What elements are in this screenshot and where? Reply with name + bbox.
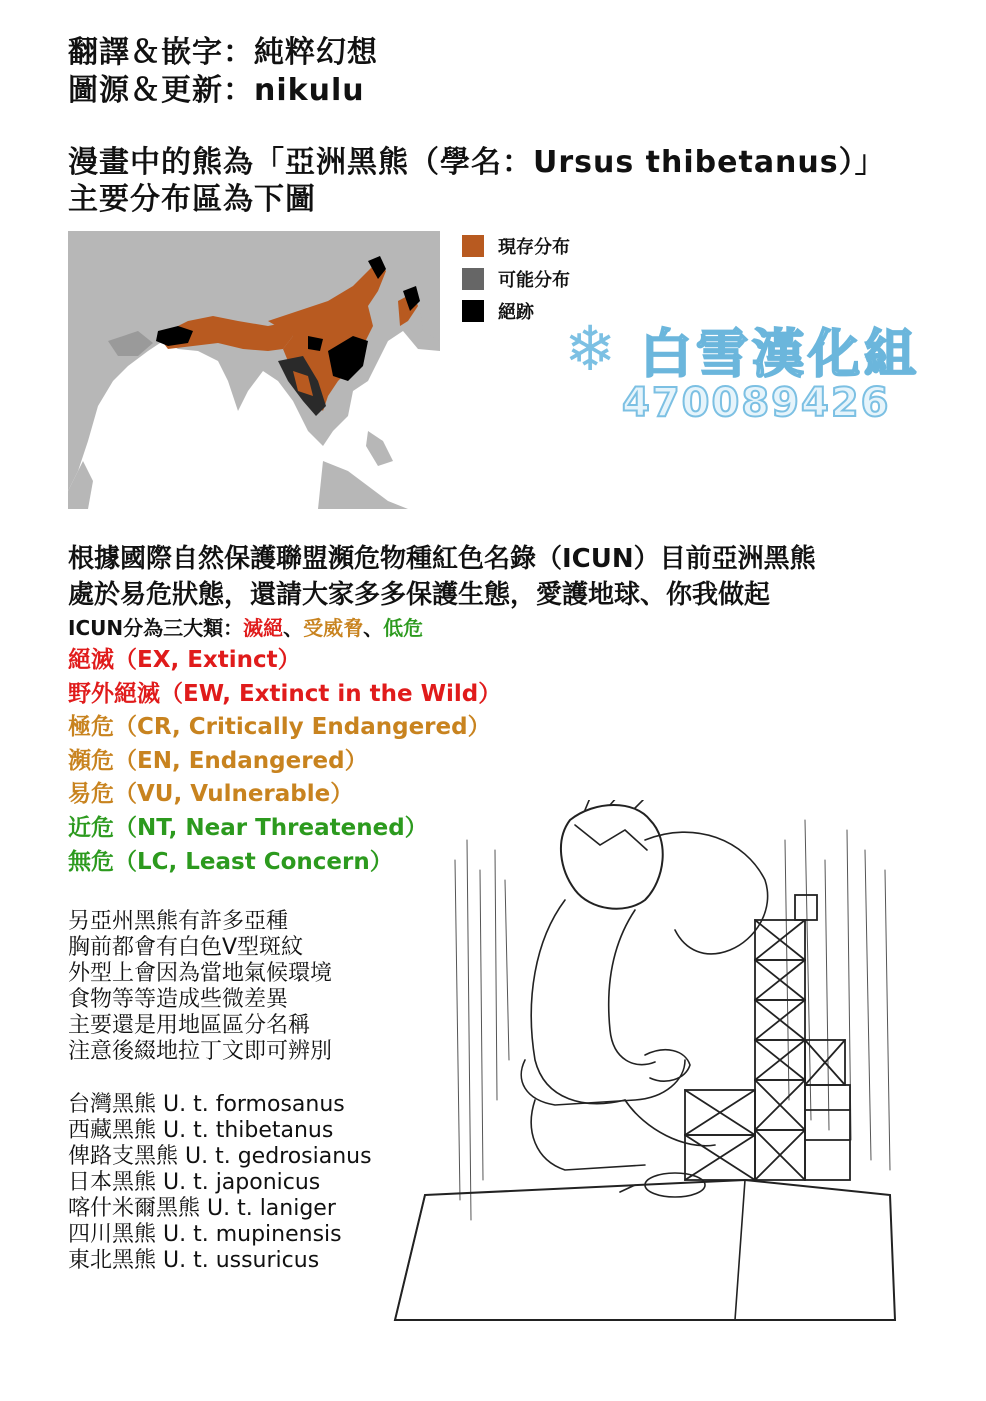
class-low-risk: 低危 — [383, 616, 424, 640]
subspecies-item: 四川黑熊 U. t. mupinensis — [68, 1222, 342, 1247]
legend-swatch-possible — [462, 268, 484, 290]
subspecies-item: 東北黑熊 U. t. ussuricus — [68, 1248, 320, 1273]
subspecies-item: 俾路支黑熊 U. t. gedrosianus — [68, 1144, 372, 1169]
legend-item-extinct — [462, 299, 534, 323]
class-threatened: 受威脅 — [303, 616, 364, 640]
legend-item-possible — [462, 267, 570, 291]
legend-label-current: 現存分布 — [498, 237, 570, 258]
class-separator: 、 — [363, 616, 384, 640]
note-line: 外型上會因為當地氣候環境 — [68, 961, 333, 986]
category-item: 無危（LC, Least Concern） — [68, 848, 393, 875]
class-separator: 、 — [283, 616, 304, 640]
distribution-map-graphic — [68, 231, 440, 509]
conservation-line-2: 處於易危狀態，還請大家多多保護生態，愛護地球、你我做起 — [68, 580, 771, 610]
sketch-illustration — [385, 800, 905, 1325]
category-item: 瀕危（EN, Endangered） — [68, 747, 368, 774]
note-line: 食物等等造成些微差異 — [68, 987, 289, 1012]
category-item: 野外絕滅（EW, Extinct in the Wild） — [68, 680, 502, 707]
category-item: 近危（NT, Near Threatened） — [68, 814, 428, 841]
subspecies-item: 西藏黑熊 U. t. thibetanus — [68, 1118, 334, 1143]
subspecies-item: 日本黑熊 U. t. japonicus — [68, 1170, 321, 1195]
note-line: 主要還是用地區區分名稱 — [68, 1013, 311, 1038]
distribution-map — [68, 231, 440, 509]
subspecies-notes — [68, 909, 332, 1065]
category-item: 極危（CR, Critically Endangered） — [68, 714, 491, 741]
note-line: 注意後綴地拉丁文即可辨別 — [68, 1039, 333, 1064]
legend-item-current — [462, 234, 570, 258]
watermark-title: 白雪漢化組 — [640, 325, 921, 385]
scanlation-watermark — [560, 302, 920, 432]
subspecies-list — [68, 1092, 372, 1274]
watermark-number: 470089426 — [622, 380, 891, 426]
category-item: 易危（VU, Vulnerable） — [68, 781, 354, 808]
legend-label-extinct: 絕跡 — [498, 302, 534, 323]
category-item: 絕滅（EX, Extinct） — [68, 647, 301, 673]
snowflake-icon: ❄ — [564, 312, 616, 385]
note-line: 另亞州黑熊有許多亞種 — [68, 909, 289, 934]
icun-classes-prefix: ICUN分為三大類： — [68, 616, 244, 640]
subspecies-item: 喀什米爾黑熊 U. t. laniger — [68, 1196, 336, 1221]
intro-line-2: 主要分布區為下圖 — [68, 182, 316, 217]
subspecies-item: 台灣黑熊 U. t. formosanus — [68, 1092, 345, 1117]
source-credit: 圖源＆更新：nikulu — [68, 73, 365, 108]
legend-swatch-current — [462, 235, 484, 257]
sketch-graphic — [385, 800, 905, 1325]
legend-label-possible: 可能分布 — [498, 270, 570, 291]
translator-credit: 翻譯＆嵌字：純粹幻想 — [68, 35, 378, 70]
legend-swatch-extinct — [462, 300, 484, 322]
icun-classes-line — [68, 615, 423, 641]
conservation-line-1: 根據國際自然保護聯盟瀕危物種紅色名錄（ICUN）目前亞洲黑熊 — [68, 544, 816, 574]
intro-line-1: 漫畫中的熊為「亞洲黑熊（學名：Ursus thibetanus）」 — [68, 145, 886, 180]
class-extinct: 滅絕 — [243, 616, 284, 640]
note-line: 胸前都會有白色V型斑紋 — [68, 935, 304, 960]
